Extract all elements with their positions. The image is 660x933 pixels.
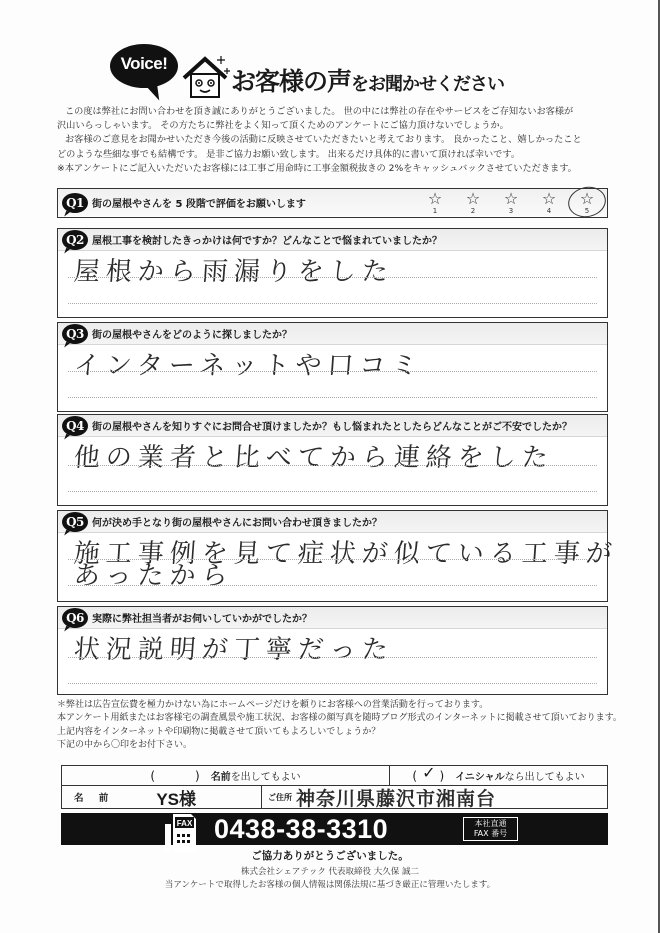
consent-options-row	[62, 763, 607, 786]
star-4[interactable]	[537, 190, 561, 214]
star-2[interactable]	[461, 190, 485, 214]
question-badge: Q2	[62, 230, 88, 250]
name-label: 名 前	[74, 793, 115, 804]
star-5-selected[interactable]	[575, 190, 599, 214]
address-label: ご住所	[268, 792, 292, 802]
star-3[interactable]	[499, 190, 523, 214]
ruled-line	[68, 683, 597, 684]
fax-banner	[61, 813, 608, 845]
ruled-line	[68, 465, 597, 466]
question-1-box	[57, 188, 608, 218]
checkbox-empty[interactable]: ( )	[150, 769, 201, 783]
smiling-house-icon	[181, 54, 231, 100]
star-number: 5	[584, 207, 590, 215]
fax-label-tag	[463, 817, 518, 841]
ruled-line	[68, 303, 597, 304]
address-value: 神奈川県藤沢市湘南台	[296, 787, 497, 808]
handwritten-answer: 状況説明が丁寧だった	[72, 635, 395, 665]
question-2-box	[57, 228, 608, 318]
title-main: お客様の声	[231, 67, 352, 96]
question-text: 街の屋根やさんを知りすぐにお問合せ頂けましたか？もし悩まれたとしたらどんなことがご不安でしたか？	[92, 422, 572, 433]
company-info: 株式会社シェアテック 代表取締役 大久保 誠二	[241, 867, 419, 877]
voice-label: Voice!	[120, 54, 168, 73]
handwritten-answer-line-2: あったから	[72, 561, 235, 591]
star-icon: ☆	[541, 189, 557, 208]
question-badge: Q6	[62, 608, 88, 628]
svg-text:FAX: FAX	[176, 819, 193, 828]
question-6-box	[57, 606, 608, 695]
question-text: 街の屋根やさんを 5 段階で評価をお願いします	[92, 199, 306, 210]
address-field[interactable]	[262, 786, 607, 808]
intro-text	[57, 105, 617, 176]
handwritten-answer: 屋根から雨漏りをした	[72, 257, 395, 287]
star-icon: ☆	[579, 189, 595, 208]
name-field[interactable]	[62, 786, 262, 808]
handwritten-answer: インターネットや口コミ	[72, 351, 425, 381]
question-text: 街の屋根やさんをどのように探しましたか？	[92, 330, 292, 341]
star-icon: ☆	[465, 189, 481, 208]
star-number: 1	[432, 207, 438, 215]
notice-line: 下記の中から〇印をお付下さい。	[57, 739, 193, 750]
question-3-box	[57, 322, 608, 412]
survey-header	[105, 40, 555, 105]
intro-line: どのような些細な事でも結構です。 是非ご協力お願い致します。 出来るだけ具体的に書いて頂ければ幸いです。	[57, 148, 521, 160]
question-badge: Q3	[62, 324, 88, 344]
option-label: を出してもよい	[230, 772, 301, 783]
fax-tag-line: FAX 番号	[473, 829, 508, 838]
question-header	[58, 323, 607, 345]
intro-line: この度は弊社にお問い合わせを頂き誠にありがとうございました。 世の中には弊社の存在やサービスをご存知ないお客様が	[65, 106, 574, 117]
consent-table	[61, 765, 608, 809]
question-header	[58, 229, 607, 251]
option-label-bold: イニシャル	[455, 772, 505, 783]
ruled-line	[68, 491, 597, 492]
intro-line: お客様のご意見をお聞かせいただき今後の活動に反映させていただきたいと考えております。 良かったこと、嬉しかったこと	[65, 134, 582, 146]
page-title	[231, 62, 504, 98]
intro-line: 沢山いらっしゃいます。 その方たちに弊社をよく知って頂くためのアンケートにご協力頂けないでしょうか。	[57, 120, 509, 132]
question-text: 何が決め手となり街の屋根やさんにお問い合わせ頂きましたか？	[92, 518, 382, 529]
question-header	[58, 511, 607, 533]
question-badge: Q5	[62, 512, 88, 532]
option-full-name[interactable]	[62, 766, 390, 785]
question-5-box	[57, 510, 619, 602]
privacy-notice: 当アンケートで取得したお客様の個人情報は関係法規に基づき厳正に管理いたします。	[164, 880, 496, 890]
paren-open: (	[412, 768, 419, 783]
publication-notice	[57, 699, 622, 752]
handwritten-answer: 他の業者と比べてから連絡をした	[72, 443, 555, 473]
question-4-box	[57, 414, 608, 506]
notice-line: ＊弊社は広告宣伝費を極力かけない為にホームページだけを頼りにお客様への営業活動を行っております。	[57, 700, 489, 710]
option-initials[interactable]	[390, 763, 607, 785]
title-sub: をお聞かせください	[351, 74, 505, 95]
paren-close: )	[439, 768, 446, 783]
ruled-line	[68, 371, 597, 372]
ruled-line	[68, 657, 597, 658]
option-label-bold: 名前	[210, 772, 231, 783]
star-number: 2	[470, 207, 476, 215]
question-text: 屋根工事を検討したきっかけは何ですか？どんなことで悩まれていましたか？	[92, 236, 442, 247]
star-1[interactable]	[423, 190, 447, 214]
ruled-line	[68, 277, 597, 278]
question-header	[58, 607, 607, 629]
star-rating[interactable]	[423, 190, 599, 214]
star-icon: ☆	[503, 189, 519, 208]
fax-tag-line: 本社直通	[474, 819, 507, 828]
fax-number[interactable]: 0438-38-3310	[214, 814, 389, 844]
ruled-line	[68, 585, 597, 586]
star-icon: ☆	[427, 189, 443, 208]
question-badge: Q4	[62, 416, 88, 436]
question-badge: Q1	[62, 193, 88, 213]
star-number: 4	[546, 207, 552, 215]
question-text: 実際に弊社担当者がお伺いしていかがでしたか？	[92, 614, 312, 625]
customer-info-row	[62, 786, 607, 808]
fax-machine-icon	[165, 810, 199, 852]
question-header	[58, 415, 607, 437]
checkmark-icon[interactable]: ✓	[422, 763, 436, 782]
notice-line: 上記内容をインターネットや印刷物に掲載させて頂いてもよろしいでしょうか？	[57, 726, 381, 737]
name-value: YS様	[156, 789, 196, 809]
star-number: 3	[508, 207, 514, 215]
handwritten-answer: 施工事例を見て症状が似ている工事が	[72, 539, 619, 569]
intro-line: ※本アンケートにご記入いただいたお客様には工事ご用命時に工事金額税抜きの 2%をキャッシュバックさせていただきます。	[57, 162, 577, 174]
notice-line: 本アンケート用紙またはお客様宅の調査風景や施工状況、お客様の顔写真を随時ブログ形式のインターネットに掲載させて頂いております。	[57, 713, 622, 724]
ruled-line	[68, 397, 597, 398]
option-label: なら出してもよい	[504, 772, 585, 783]
thanks-message: ご協力ありがとうございました。	[251, 850, 409, 862]
